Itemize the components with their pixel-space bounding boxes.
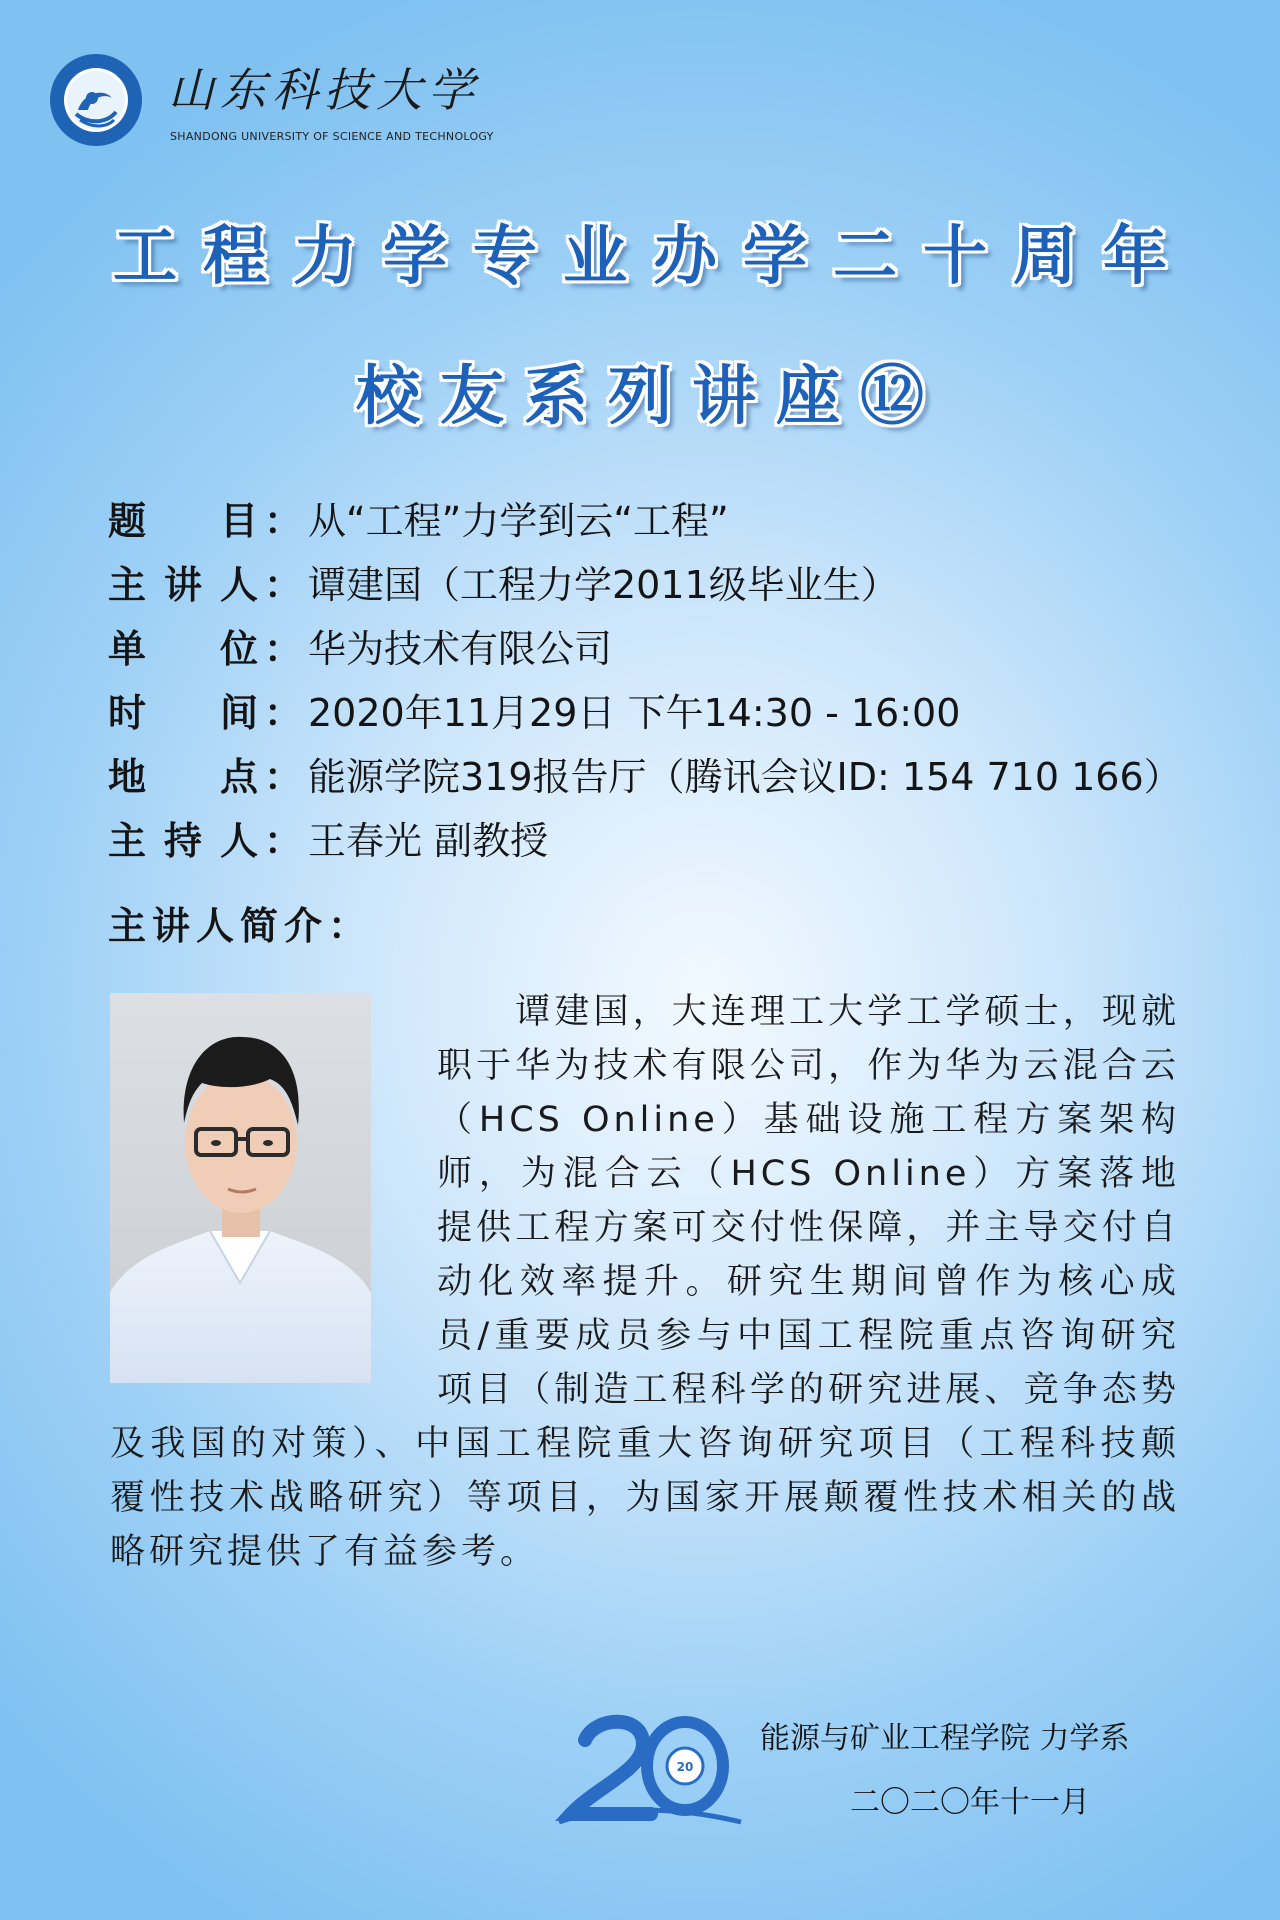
info-row-topic: 题 目 ： 从“工程”力学到云“工程” — [108, 485, 1248, 549]
info-label: 主 讲 人 — [108, 562, 258, 607]
footer-department: 能源与矿业工程学院 力学系 — [760, 1721, 1130, 1756]
info-value-time: 2020年11月29日 下午14:30 - 16:00 — [308, 690, 961, 735]
info-value-host: 王春光 副教授 — [308, 818, 549, 863]
info-row-host: 主 持 人 ： 王春光 副教授 — [108, 805, 1248, 869]
info-value-location: 能源学院319报告厅（腾讯会议ID: 154 710 166） — [308, 754, 1182, 799]
info-value-speaker: 谭建国（工程力学2011级毕业生） — [308, 562, 899, 607]
bio-text: 谭建国，大连理工大学工学硕士，现就职于华为技术有限公司，作为华为云混合云（HCS Online）基础设施工程方案架构师，为混合云（HCS Online）方案落地提供工程方案可交付性保障，并主导交付自动化效率提升。研究生期间曾作为核心成员/重要成员参与中国工程院重点咨询研究项目（制造工程科学的研究进展、竞争态势及我国的对策）、中国工程院重大咨询研究项目（工程科技颠覆性技术战略研究）等项目，为国家开展颠覆性技术相关的战略研究提供了有益参考。 — [110, 992, 1180, 1572]
info-row-organization: 单 位 ： 华为技术有限公司 — [108, 613, 1248, 677]
info-label: 题 目 — [108, 498, 258, 543]
info-label: 主 持 人 — [108, 818, 258, 863]
info-row-location: 地 点 ： 能源学院319报告厅（腾讯会议ID: 154 710 166） — [108, 741, 1248, 805]
poster-subtitle: 校友系列讲座⑫ — [356, 360, 944, 434]
university-name-cn: 山东科技大学 — [168, 63, 480, 117]
speaker-bio — [110, 985, 1180, 1579]
university-name-en: SHANDONG UNIVERSITY OF SCIENCE AND TECHNOLOGY — [170, 130, 494, 143]
footer-date: 二〇二〇年十一月 — [850, 1785, 1090, 1820]
lecture-info — [108, 485, 1248, 869]
poster-title: 工程力学专业办学二十周年 — [113, 220, 1193, 294]
intro-heading: 主讲人简介： — [108, 904, 373, 948]
info-row-speaker: 主 讲 人 ： 谭建国（工程力学2011级毕业生） — [108, 549, 1248, 613]
info-label: 单 位 — [108, 626, 258, 671]
info-row-time: 时 间 ： 2020年11月29日 下午14:30 - 16:00 — [108, 677, 1248, 741]
info-value-organization: 华为技术有限公司 — [308, 626, 613, 671]
university-logo — [48, 52, 508, 152]
anniversary-20-logo — [555, 1710, 745, 1830]
svg-text:20: 20 — [676, 1760, 694, 1774]
info-value-topic: 从“工程”力学到云“工程” — [308, 498, 729, 543]
bio-indent — [437, 992, 515, 1032]
info-label: 时 间 — [108, 690, 258, 735]
university-seal-icon — [48, 52, 144, 148]
info-label: 地 点 — [108, 754, 258, 799]
